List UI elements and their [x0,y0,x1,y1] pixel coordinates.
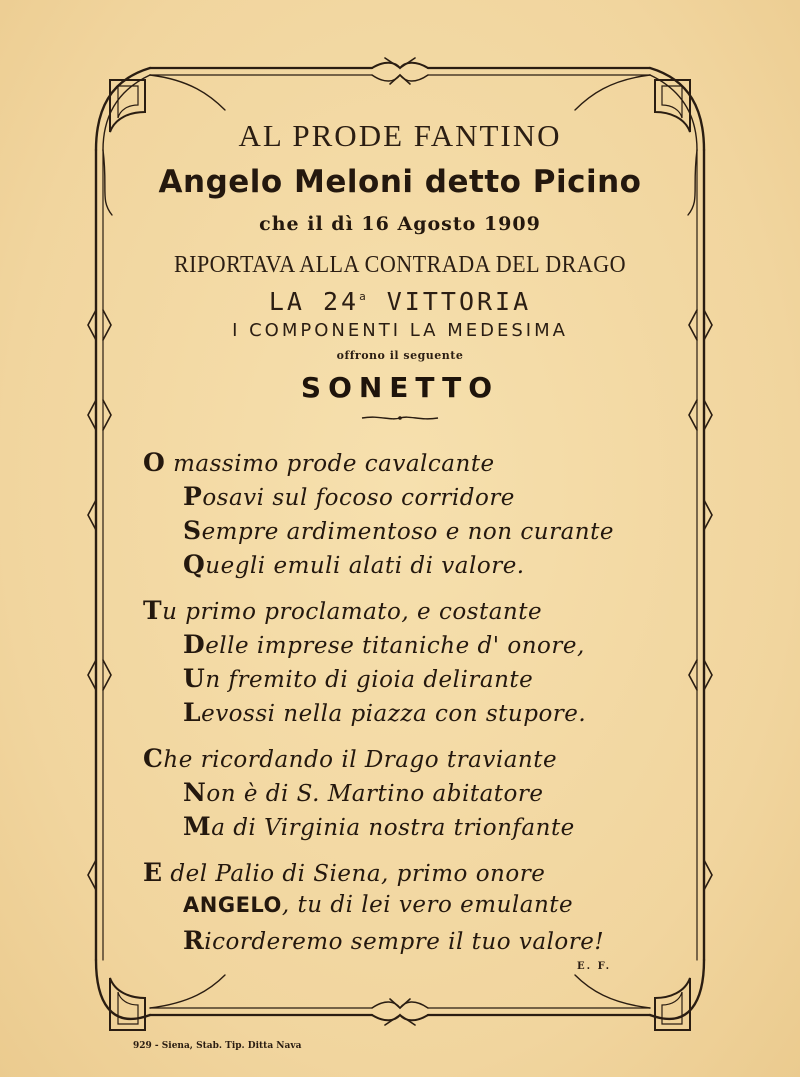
members-line: I COMPONENTI LA MEDESIMA [232,320,568,341]
poem-line [183,550,525,579]
initial: D [183,630,206,659]
line-text: osavi sul focoso corridore [202,485,515,511]
initial: ANGELO [183,893,282,917]
initial: L [183,698,202,727]
poem-line [183,630,585,659]
poem-line [183,516,614,545]
initial: O [143,448,166,477]
victory-count-ordinal: a [359,290,369,303]
line-text: uegli emuli alati di valore. [205,553,525,579]
poem-line [183,664,533,693]
poem-line [183,482,515,511]
initial: C [143,744,164,773]
initial: R [183,926,205,955]
victory-count-word: VITTORIA [368,287,532,316]
poem-line [183,698,586,727]
author-initials: E. F. [577,961,612,972]
poem-line [183,778,543,807]
line-text: he ricordando il Drago traviante [163,747,558,773]
dedication-line: AL PRODE FANTINO [238,118,562,153]
line-text: on è di S. Martino abitatore [206,781,544,807]
poem-line [143,744,557,773]
line-text: u primo proclamato, e costante [162,599,543,625]
poem-line [183,926,604,955]
victory-date: che il dì 16 Agosto 1909 [259,213,541,235]
line-text: evossi nella piazza con stupore. [201,701,587,727]
initial: U [183,664,206,693]
line-text: massimo prode cavalcante [165,451,495,477]
line-text: a di Virginia nostra trionfante [211,815,575,841]
line-text: empre ardimentoso e non curante [201,519,614,545]
line-text: elle imprese titaniche d' onore, [205,633,585,659]
poem-line [183,892,573,918]
initial: P [183,482,203,511]
jockey-name: Angelo Meloni detto Picino [158,164,642,200]
victory-count-text: LA 24 [268,287,360,316]
sonnet-title: SONETTO [300,371,500,404]
offer-line: offrono il seguente [336,349,464,362]
initial: S [183,516,202,545]
initial: T [143,596,163,625]
poem-line [143,596,542,625]
line-text: icorderemo sempre il tuo valore! [204,929,605,955]
victory-count [100,287,700,316]
title-divider-ornament [360,413,440,423]
poem-line [183,812,575,841]
printer-credit: 929 - Siena, Stab. Tip. Ditta Nava [133,1041,302,1051]
initial: E [143,858,163,887]
initial: M [183,812,212,841]
initial: Q [183,550,206,579]
poem-line [143,448,495,477]
poem-line [143,858,545,887]
contrada-line: RIPORTAVA ALLA CONTRADA DEL DRAGO [173,252,627,278]
initial: N [183,778,207,807]
line-text: del Palio di Siena, primo onore [162,861,546,887]
line-text: n fremito di gioia delirante [205,667,534,693]
line-text: , tu di lei vero emulante [281,892,574,918]
